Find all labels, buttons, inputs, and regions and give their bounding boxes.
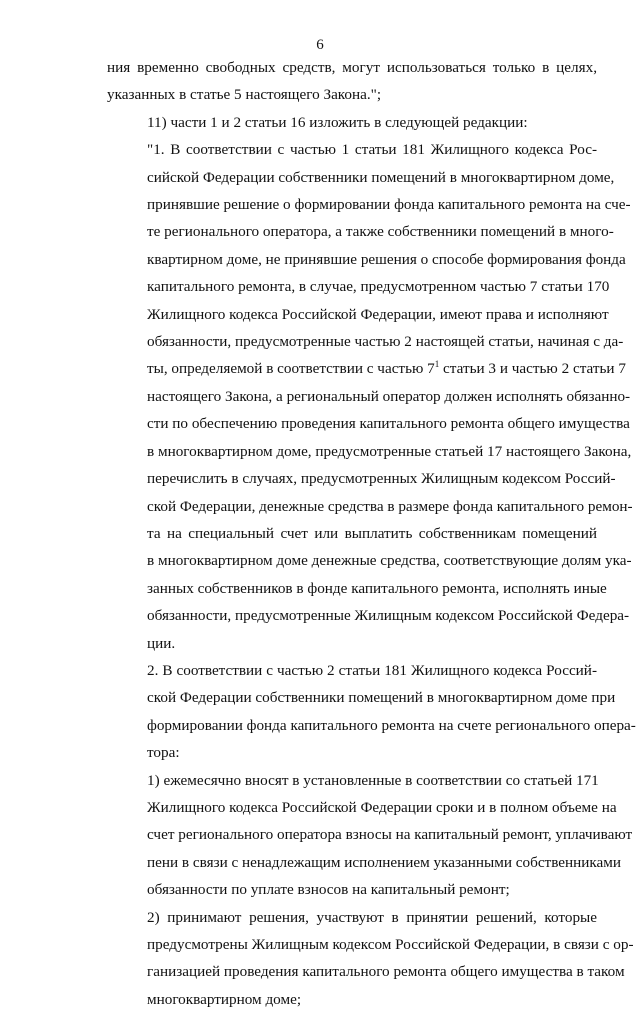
text-line: принявшие решение о формировании фонда капитального ремонта на сче-	[147, 196, 631, 214]
text-line: обязанности, предусмотренные частью 2 настоящей статьи, начиная с да-	[147, 333, 624, 351]
text-line: 11) части 1 и 2 статьи 16 изложить в следующей редакции:	[147, 113, 528, 131]
text-line: Жилищного кодекса Российской Федерации сроки и в полном объеме на	[147, 798, 617, 816]
text-line: предусмотрены Жилищным кодексом Российской Федерации, в связи с ор-	[147, 936, 634, 953]
text-line: 2) принимают решения, участвуют в принятии решений, которые	[147, 908, 597, 926]
text-line: 2. В соответствии с частью 2 статьи 181 Жилищного кодекса Россий-	[147, 661, 597, 679]
paragraph-part-2	[107, 657, 636, 767]
text-fragment: статьи 3 и частью 2 статьи 7	[443, 360, 626, 378]
text-line: счет регионального оператора взносы на капитальный ремонт, уплачивают	[147, 826, 633, 844]
text-line: формировании фонда капитального ремонта на счете регионального опера-	[147, 716, 636, 734]
text-line: ния временно свободных средств, могут использоваться только в целях,	[107, 59, 597, 76]
paragraph-continuation	[107, 54, 597, 109]
text-line: ской Федерации собственники помещений в многоквартирном доме при	[147, 689, 616, 707]
text-line: указанных в статье 5 настоящего Закона.";	[107, 86, 382, 104]
text-line: обязанности по уплате взносов на капитальный ремонт;	[147, 881, 510, 899]
text-line: многоквартирном доме;	[147, 990, 302, 1008]
superscript: 1	[434, 359, 440, 370]
text-line: сийской Федерации собственники помещений в многоквартирном доме,	[147, 168, 615, 186]
text-line: ской Федерации, денежные средства в размере фонда капитального ремон-	[147, 497, 633, 515]
text-line: в многоквартирном доме, предусмотренные статьей 17 настоящего Закона,	[147, 442, 632, 460]
paragraph-subitem-2	[107, 904, 634, 1013]
text-line: та на специальный счет или выплатить собственникам помещений	[147, 524, 597, 542]
text-line: "1. В соответствии с частью 1 статьи 181 Жилищного кодекса Рос-	[147, 141, 597, 159]
paragraph-part-1	[107, 136, 633, 657]
text-line: квартирном доме, не принявшие решения о способе формирования фонда	[147, 250, 626, 268]
text-line: пени в связи с ненадлежащим исполнением указанными собственниками	[147, 853, 622, 871]
text-fragment: ты, определяемой в соответствии с частью 7	[147, 360, 435, 378]
text-line: тора:	[147, 744, 180, 762]
text-line: те регионального оператора, а также собственники помещений в много-	[147, 223, 614, 241]
text-line: занных собственников в фонде капитального ремонта, исполнять иные	[147, 579, 607, 597]
text-line: в многоквартирном доме денежные средства, соответствующие долям ука-	[147, 552, 632, 570]
text-line: ции.	[147, 634, 176, 652]
text-line: ганизацией проведения капитального ремонта общего имущества в таком	[147, 963, 625, 981]
page-number: 6	[316, 37, 324, 53]
text-line: сти по обеспечению проведения капитального ремонта общего имущества	[147, 415, 630, 433]
text-line: 1) ежемесячно вносят в установленные в соответствии со статьей 171	[147, 771, 599, 789]
text-line: Жилищного кодекса Российской Федерации, имеют права и исполняют	[147, 305, 609, 323]
paragraph-item-11	[107, 109, 597, 136]
document-body	[107, 54, 636, 1013]
text-line: обязанности, предусмотренные Жилищным кодексом Российской Федера-	[147, 607, 630, 625]
text-line: настоящего Закона, а региональный оператор должен исполнять обязанно-	[147, 387, 631, 405]
paragraph-subitem-1	[107, 767, 633, 904]
text-line: перечислить в случаях, предусмотренных Жилищным кодексом Россий-	[147, 470, 616, 488]
text-line-with-superscript	[107, 355, 626, 382]
text-line: капитального ремонта, в случае, предусмотренном частью 7 статьи 170	[147, 278, 610, 296]
